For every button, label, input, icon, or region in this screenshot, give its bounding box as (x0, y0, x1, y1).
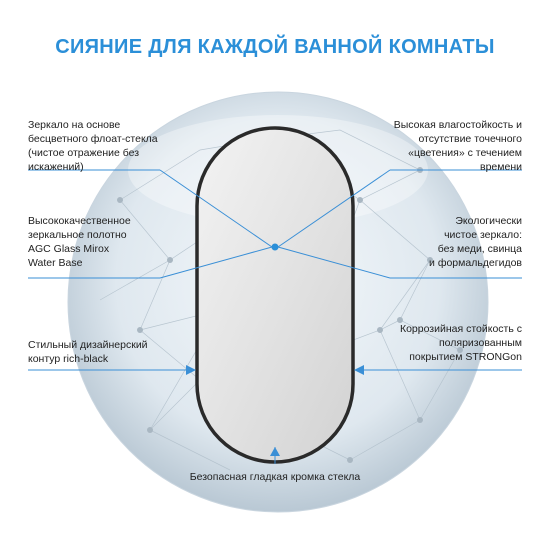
center-dot (272, 244, 279, 251)
feature-bottom: Безопасная гладкая кромка стекла (189, 471, 361, 483)
feature-left-2: Высококачественное зеркальное полотно AGC Glass Mirox Water Base (28, 215, 131, 269)
page-title: СИЯНИЕ ДЛЯ КАЖДОЙ ВАННОЙ КОМНАТЫ (55, 36, 495, 58)
feature-left-3: Стильный дизайнерский контур rich-black (28, 339, 148, 365)
feature-left-1: Зеркало на основе бесцветного флоат-стекла (чистое отражение без искажений) (28, 119, 158, 173)
feature-right-1: Высокая влагостойкость и отсутствие точечного «цветения» с течением времени (393, 119, 522, 173)
feature-right-2: Экологически чистое зеркало: без меди, свинца и формальдегидов (429, 215, 522, 269)
feature-right-3: Коррозийная стойкость с поляризованным покрытием STRONGon (399, 323, 522, 363)
mirror-frame (197, 128, 353, 462)
